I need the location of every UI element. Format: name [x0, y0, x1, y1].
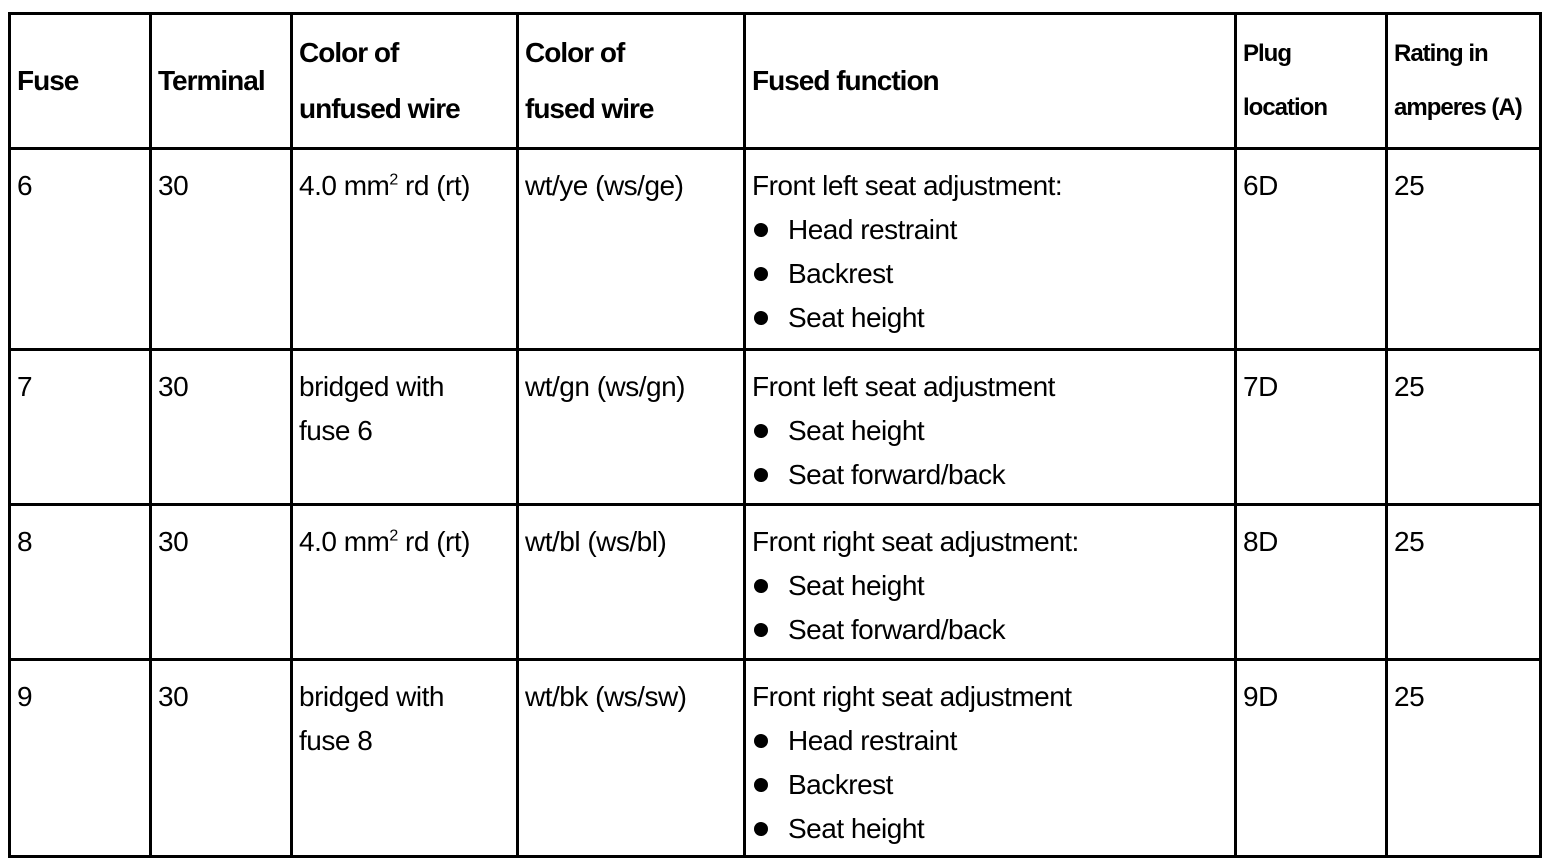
- header-fused-function: [745, 14, 1236, 149]
- cell-terminal: 30: [151, 350, 292, 505]
- cell-plug-location: 7D: [1236, 350, 1387, 505]
- table-row: [10, 149, 1541, 350]
- cell-fused-function: [745, 350, 1236, 505]
- list-item: [752, 807, 1228, 851]
- cell-rating: 25: [1387, 149, 1541, 350]
- cell-rating: 25: [1387, 505, 1541, 660]
- unfused-superscript: 2: [389, 527, 398, 545]
- unfused-size: 4.0 mm: [299, 526, 390, 557]
- unfused-line1: bridged with: [299, 681, 444, 712]
- list-item: [752, 208, 1228, 252]
- header-unfused-wire: [292, 14, 518, 149]
- bullet-icon: [754, 424, 768, 438]
- bullet-icon: [754, 311, 768, 325]
- list-item-label: Head restraint: [788, 214, 957, 245]
- unfused-color: rd (rt): [397, 526, 470, 557]
- bullet-icon: [754, 579, 768, 593]
- function-list: [752, 719, 1228, 851]
- list-item-label: Seat forward/back: [788, 614, 1006, 645]
- unfused-line2: fuse 8: [299, 725, 373, 756]
- function-title: Front left seat adjustment: [752, 371, 1055, 402]
- bullet-icon: [754, 223, 768, 237]
- function-title: Front right seat adjustment:: [752, 526, 1079, 557]
- header-row: [10, 14, 1541, 149]
- function-list: [752, 409, 1228, 497]
- cell-rating: 25: [1387, 660, 1541, 857]
- table-row: [10, 660, 1541, 857]
- cell-unfused-wire: [292, 505, 518, 660]
- cell-fuse: 8: [10, 505, 151, 660]
- cell-terminal: 30: [151, 505, 292, 660]
- header-fused-line2: fused wire: [525, 93, 654, 124]
- list-item: [752, 409, 1228, 453]
- list-item-label: Head restraint: [788, 725, 957, 756]
- cell-plug-location: 6D: [1236, 149, 1387, 350]
- unfused-line2: fuse 6: [299, 415, 373, 446]
- list-item-label: Backrest: [788, 769, 893, 800]
- function-title: Front left seat adjustment:: [752, 170, 1063, 201]
- cell-fused-wire: wt/ye (ws/ge): [518, 149, 745, 350]
- cell-unfused-wire: [292, 660, 518, 857]
- header-function-label: Fused function: [752, 65, 939, 96]
- bullet-icon: [754, 623, 768, 637]
- header-rating-line2: amperes (A): [1394, 94, 1522, 121]
- table-row: [10, 350, 1541, 505]
- cell-unfused-wire: [292, 350, 518, 505]
- cell-fused-function: [745, 660, 1236, 857]
- header-plug-location: [1236, 14, 1387, 149]
- bullet-icon: [754, 734, 768, 748]
- list-item-label: Backrest: [788, 258, 893, 289]
- header-unfused-line2: unfused wire: [299, 93, 460, 124]
- header-rating: [1387, 14, 1541, 149]
- list-item: [752, 296, 1228, 340]
- bullet-icon: [754, 267, 768, 281]
- header-terminal: [151, 14, 292, 149]
- bullet-icon: [754, 468, 768, 482]
- list-item-label: Seat height: [788, 415, 925, 446]
- unfused-superscript: 2: [389, 171, 398, 189]
- cell-fuse: 7: [10, 350, 151, 505]
- cell-fused-function: [745, 505, 1236, 660]
- list-item: [752, 719, 1228, 763]
- cell-fuse: 6: [10, 149, 151, 350]
- list-item-label: Seat height: [788, 570, 925, 601]
- cell-plug-location: 9D: [1236, 660, 1387, 857]
- list-item: [752, 763, 1228, 807]
- header-unfused-line1: Color of: [299, 37, 399, 68]
- header-fused-wire: [518, 14, 745, 149]
- list-item: [752, 608, 1228, 652]
- list-item-label: Seat height: [788, 302, 925, 333]
- list-item-label: Seat height: [788, 813, 925, 844]
- cell-fused-wire: wt/bk (ws/sw): [518, 660, 745, 857]
- header-fuse-label: Fuse: [17, 65, 79, 96]
- function-list: [752, 564, 1228, 652]
- cell-fused-function: [745, 149, 1236, 350]
- function-title: Front right seat adjustment: [752, 681, 1072, 712]
- bullet-icon: [754, 778, 768, 792]
- table-row: [10, 505, 1541, 660]
- header-plug-label: Plug location: [1243, 40, 1328, 121]
- header-fused-line1: Color of: [525, 37, 625, 68]
- cell-terminal: 30: [151, 149, 292, 350]
- cell-fuse: 9: [10, 660, 151, 857]
- cell-plug-location: 8D: [1236, 505, 1387, 660]
- list-item: [752, 252, 1228, 296]
- header-rating-line1: Rating in: [1394, 40, 1488, 67]
- bullet-icon: [754, 822, 768, 836]
- list-item-label: Seat forward/back: [788, 459, 1006, 490]
- cell-unfused-wire: [292, 149, 518, 350]
- header-fuse: [10, 14, 151, 149]
- fuse-table: [8, 12, 1542, 858]
- unfused-size: 4.0 mm: [299, 170, 390, 201]
- cell-rating: 25: [1387, 350, 1541, 505]
- unfused-line1: bridged with: [299, 371, 444, 402]
- unfused-color: rd (rt): [397, 170, 470, 201]
- header-terminal-label: Terminal: [158, 65, 265, 96]
- list-item: [752, 453, 1228, 497]
- cell-fused-wire: wt/gn (ws/gn): [518, 350, 745, 505]
- cell-fused-wire: wt/bl (ws/bl): [518, 505, 745, 660]
- function-list: [752, 208, 1228, 340]
- cell-terminal: 30: [151, 660, 292, 857]
- list-item: [752, 564, 1228, 608]
